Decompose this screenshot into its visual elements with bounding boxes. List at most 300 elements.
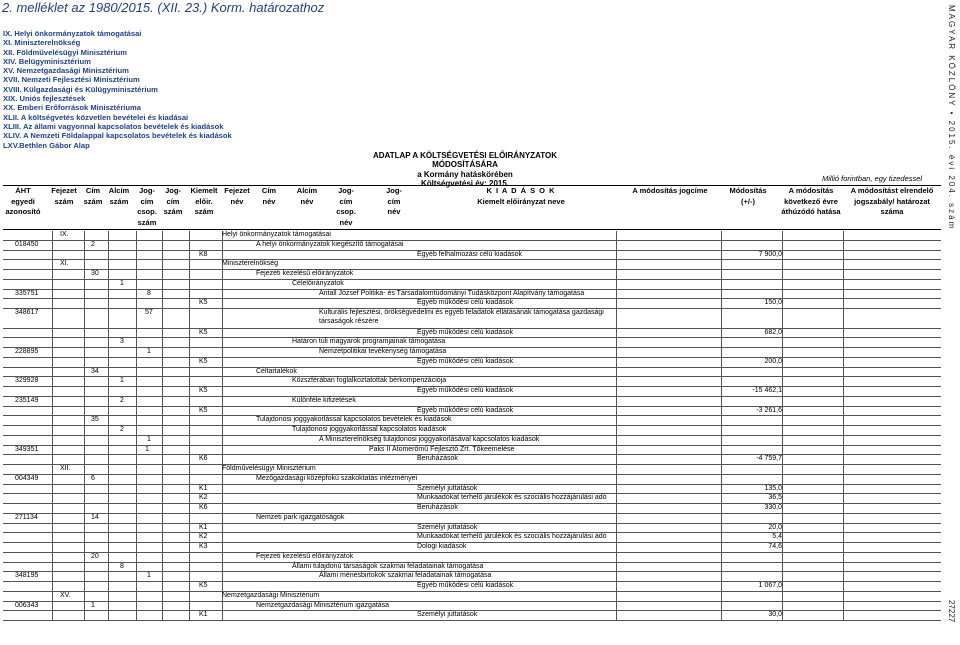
header-bottom-rule	[3, 229, 941, 230]
column-divider	[721, 572, 722, 582]
column-divider	[136, 260, 137, 270]
column-divider	[782, 280, 783, 290]
modositas-amount: 7 900,0	[758, 250, 782, 258]
table-row	[3, 290, 941, 300]
aht-id: 335751	[15, 289, 39, 297]
table-row	[3, 309, 941, 329]
table-row	[3, 397, 941, 407]
column-divider	[136, 338, 137, 348]
item-name: Miniszterelnökség	[222, 260, 279, 268]
kiemelt-eloiranyzat-name: Munkaadókat terhelő járulékok és szociális hozzájárulási adó	[417, 533, 607, 541]
column-divider	[782, 270, 783, 280]
table-row	[3, 504, 941, 514]
table-row	[3, 299, 941, 309]
column-divider	[782, 251, 783, 261]
item-name: Kulturális fejlesztési, örökségvédelmi és egyéb feladatok ellátásának támogatása gazdasági társaságok részére	[319, 309, 604, 325]
kiemelt-eloiranyzat-name: Egyéb működési célú kiadások	[417, 299, 514, 307]
column-divider	[843, 338, 844, 348]
column-divider	[136, 572, 137, 582]
column-divider	[136, 592, 137, 602]
column-divider	[108, 309, 109, 329]
item-name: Különféle kifizetések	[292, 396, 356, 404]
item-name: Antall József Politika- és Társadalomtudományi Tudásközpont Alapítvány támogatása	[319, 289, 585, 297]
column-divider	[52, 446, 53, 456]
column-divider	[189, 572, 190, 582]
column-divider	[108, 377, 109, 387]
table-row	[3, 465, 941, 475]
column-divider	[108, 231, 109, 241]
column-divider	[616, 309, 617, 329]
item-name: Nemzetgazdasági Minisztérium	[222, 591, 320, 599]
modositas-amount: -15 462,1	[752, 387, 782, 394]
modositas-amount: 1 067,0	[758, 582, 782, 589]
cim-number: 35	[91, 416, 99, 424]
column-divider	[843, 533, 844, 543]
column-divider	[189, 563, 190, 573]
col-jogcim-csop-nev: Jog-cím csop. név	[336, 186, 356, 227]
column-divider	[721, 602, 722, 612]
column-divider	[108, 241, 109, 251]
table-row	[3, 260, 941, 270]
column-divider	[189, 592, 190, 602]
aht-id: 235149	[15, 396, 39, 404]
column-divider	[843, 290, 844, 300]
item-name: Állami ménesbirtokok szakmai feladatainak támogatása	[319, 572, 492, 580]
column-divider	[721, 592, 722, 602]
cim-number: 14	[91, 513, 99, 521]
column-divider	[52, 309, 53, 329]
column-divider	[721, 280, 722, 290]
column-divider	[108, 416, 109, 426]
column-divider	[189, 270, 190, 280]
col-kiemelt-eloir-szam: Kiemelt előir. szám	[190, 186, 218, 216]
column-divider	[616, 270, 617, 280]
ministry-item: XV. Nemzetgazdasági Minisztérium	[3, 66, 129, 76]
col-kovetkezo-evre: A módosítás következő évre áthúzódó hatása	[781, 186, 841, 216]
alcim-number: 1	[120, 377, 124, 385]
column-divider	[843, 436, 844, 446]
column-divider	[222, 436, 223, 446]
column-divider	[782, 290, 783, 300]
column-divider	[843, 465, 844, 475]
column-divider	[782, 260, 783, 270]
column-divider	[108, 553, 109, 563]
col-cim-szam: Cím szám	[83, 186, 103, 206]
table-row	[3, 524, 941, 534]
column-divider	[189, 553, 190, 563]
column-divider	[52, 241, 53, 251]
item-name: A helyi önkormányzatok kiegészítő támogatásai	[256, 240, 404, 248]
column-divider	[84, 270, 85, 280]
column-divider	[222, 377, 223, 387]
column-divider	[136, 368, 137, 378]
column-divider	[52, 563, 53, 573]
modositas-amount: 36,5	[768, 494, 782, 502]
column-divider	[782, 504, 783, 514]
column-divider	[108, 572, 109, 582]
column-divider	[843, 494, 844, 504]
table-row	[3, 592, 941, 602]
column-divider	[616, 290, 617, 300]
item-name: Tulajdonosi joggyakorlással kapcsolatos bevételek és kiadások	[256, 416, 452, 424]
item-name: Célelőirányzatok	[292, 279, 344, 287]
column-divider	[84, 309, 85, 329]
column-divider	[84, 563, 85, 573]
column-divider	[189, 416, 190, 426]
table-row	[3, 377, 941, 387]
column-divider	[616, 377, 617, 387]
column-divider	[52, 397, 53, 407]
column-divider	[721, 563, 722, 573]
column-divider	[782, 475, 783, 485]
column-divider	[52, 290, 53, 300]
column-divider	[843, 280, 844, 290]
column-divider	[162, 475, 163, 485]
column-divider	[84, 290, 85, 300]
column-divider	[782, 329, 783, 339]
modositas-amount: -3 261,6	[756, 406, 782, 414]
column-divider	[162, 426, 163, 436]
column-divider	[52, 572, 53, 582]
ministry-item: XLIII. Az állami vagyonnal kapcsolatos bevételek és kiadások	[3, 121, 224, 131]
item-name: Közszférában foglalkoztatottak bérkompenzációja	[292, 377, 447, 385]
table-row	[3, 329, 941, 339]
column-divider	[108, 426, 109, 436]
column-divider	[189, 446, 190, 456]
column-divider	[843, 504, 844, 514]
column-divider	[843, 309, 844, 329]
column-divider	[52, 426, 53, 436]
column-divider	[782, 494, 783, 504]
column-divider	[616, 446, 617, 456]
kiemelt-eloiranyzat-name: Egyéb működési célú kiadások	[417, 357, 514, 365]
ministry-item: XVIII. Külgazdasági és Külügyminisztérium	[3, 84, 158, 94]
cim-number: 34	[91, 367, 99, 375]
column-divider	[616, 368, 617, 378]
column-divider	[843, 387, 844, 397]
column-divider	[721, 416, 722, 426]
form-title-line-3: Költségvetési év: 2015.	[420, 178, 510, 188]
column-divider	[616, 280, 617, 290]
column-divider	[721, 348, 722, 358]
table-row	[3, 338, 941, 348]
column-divider	[843, 592, 844, 602]
item-name: Fejezeti kezelésű előirányzatok	[256, 552, 354, 560]
fejezet-number: XI.	[60, 260, 69, 268]
column-divider	[843, 299, 844, 309]
column-divider	[136, 426, 137, 436]
column-divider	[108, 270, 109, 280]
item-name: Nemzetpolitikai tevékenység támogatása	[319, 348, 447, 355]
column-divider	[782, 514, 783, 524]
ministry-item: IX. Helyi önkormányzatok támogatásai	[3, 29, 142, 38]
table-row	[3, 543, 941, 553]
column-divider	[782, 368, 783, 378]
column-divider	[108, 280, 109, 290]
item-name: Mezőgazdasági középfokú szakoktatás intézményei	[256, 474, 418, 482]
column-divider	[782, 358, 783, 368]
column-divider	[108, 348, 109, 358]
modositas-amount: 150,0	[764, 299, 782, 307]
column-divider	[189, 231, 190, 241]
column-divider	[843, 602, 844, 612]
column-divider	[616, 416, 617, 426]
modositas-amount: 330,0	[764, 504, 782, 511]
column-divider	[136, 270, 137, 280]
column-divider	[721, 260, 722, 270]
column-divider	[222, 348, 223, 358]
column-divider	[616, 241, 617, 251]
column-divider	[782, 553, 783, 563]
kiemelt-code: K5	[199, 387, 208, 394]
column-divider	[843, 475, 844, 485]
budget-table	[3, 231, 941, 621]
column-divider	[782, 602, 783, 612]
col-jogcim-csop-szam: Jog-cím csop. szám	[137, 186, 157, 227]
table-row	[3, 582, 941, 592]
column-divider	[721, 290, 722, 300]
column-divider	[616, 592, 617, 602]
column-divider	[136, 475, 137, 485]
item-name: Földművelésügyi Minisztérium	[222, 465, 316, 472]
column-divider	[222, 368, 223, 378]
column-divider	[136, 280, 137, 290]
column-divider	[52, 368, 53, 378]
col-modositas-jogcime: A módosítás jogcíme	[632, 186, 708, 195]
column-divider	[616, 260, 617, 270]
unit-note: Millió forintban, egy tizedessel	[822, 174, 923, 183]
cim-number: 1	[91, 601, 95, 609]
column-divider	[616, 563, 617, 573]
form-title	[345, 151, 585, 188]
table-row	[3, 475, 941, 485]
item-name: Tulajdonosi joggyakorlással kapcsolatos kiadások	[292, 426, 447, 433]
column-divider	[162, 602, 163, 612]
column-divider	[189, 290, 190, 300]
column-divider	[843, 611, 844, 621]
column-divider	[189, 260, 190, 270]
ministry-item: LXV.Bethlen Gábor Alap	[3, 140, 90, 150]
column-divider	[616, 338, 617, 348]
column-divider	[782, 231, 783, 241]
item-name: Helyi önkormányzatok támogatásai	[222, 231, 331, 238]
form-title-line-2: a Kormány hatáskörében	[417, 169, 513, 179]
ministry-list	[3, 29, 232, 150]
column-divider	[843, 270, 844, 280]
column-divider	[136, 563, 137, 573]
column-divider	[782, 397, 783, 407]
cim-number: 20	[91, 552, 99, 560]
column-divider	[222, 553, 223, 563]
col-fejezet-nev: Fejezet név	[224, 186, 250, 206]
table-row	[3, 563, 941, 573]
table-row	[3, 426, 941, 436]
column-divider	[222, 426, 223, 436]
column-divider	[843, 348, 844, 358]
column-divider	[616, 514, 617, 524]
column-divider	[222, 416, 223, 426]
column-divider	[189, 436, 190, 446]
item-name: Nemzetgazdasági Minisztérium igazgatása	[256, 601, 390, 609]
kiemelt-eloiranyzat-name: Beruházások	[417, 455, 458, 463]
column-divider	[843, 514, 844, 524]
column-divider	[222, 290, 223, 300]
kiemelt-code: K5	[199, 582, 208, 589]
column-divider	[721, 475, 722, 485]
column-divider	[108, 446, 109, 456]
column-divider	[52, 436, 53, 446]
column-divider	[162, 280, 163, 290]
column-divider	[84, 572, 85, 582]
column-divider	[721, 377, 722, 387]
column-divider	[136, 290, 137, 300]
column-divider	[162, 348, 163, 358]
kiemelt-eloiranyzat-name: Személyi juttatások	[417, 484, 478, 492]
column-divider	[108, 436, 109, 446]
column-divider	[616, 397, 617, 407]
column-divider	[782, 582, 783, 592]
column-divider	[162, 368, 163, 378]
column-divider	[52, 416, 53, 426]
column-divider	[222, 563, 223, 573]
ministry-item: XX. Emberi Erőforrások Minisztériuma	[3, 103, 141, 113]
column-divider	[84, 241, 85, 251]
ministry-item: XIV. Belügyminisztérium	[3, 56, 91, 66]
table-row	[3, 231, 941, 241]
column-divider	[52, 602, 53, 612]
column-divider	[162, 436, 163, 446]
column-divider	[843, 543, 844, 553]
column-divider	[52, 270, 53, 280]
column-divider	[843, 260, 844, 270]
column-divider	[108, 260, 109, 270]
column-divider	[782, 611, 783, 621]
column-divider	[616, 602, 617, 612]
column-divider	[616, 475, 617, 485]
column-divider	[782, 407, 783, 417]
column-divider	[84, 436, 85, 446]
column-divider	[108, 514, 109, 524]
column-divider	[162, 465, 163, 475]
column-divider	[52, 377, 53, 387]
column-divider	[84, 426, 85, 436]
column-divider	[222, 241, 223, 251]
aht-id: 271134	[15, 513, 38, 521]
column-divider	[84, 397, 85, 407]
fejezet-number: XV.	[60, 591, 71, 599]
column-divider	[721, 231, 722, 241]
kiemelt-code: K5	[199, 406, 208, 414]
table-row	[3, 270, 941, 280]
modositas-amount: 20,0	[768, 523, 782, 531]
column-divider	[136, 436, 137, 446]
column-divider	[189, 241, 190, 251]
column-divider	[721, 465, 722, 475]
column-divider	[108, 592, 109, 602]
column-divider	[189, 602, 190, 612]
alcim-number: 8	[120, 562, 124, 570]
column-divider	[222, 475, 223, 485]
column-divider	[782, 426, 783, 436]
column-divider	[782, 563, 783, 573]
column-divider	[162, 514, 163, 524]
table-row	[3, 533, 941, 543]
column-divider	[222, 602, 223, 612]
ministry-item: XII. Földművelésügyi Minisztérium	[3, 47, 128, 57]
column-divider	[782, 377, 783, 387]
column-divider	[108, 563, 109, 573]
table-row	[3, 251, 941, 261]
column-divider	[189, 280, 190, 290]
modositas-amount: -4 759,7	[756, 455, 782, 463]
column-divider	[162, 231, 163, 241]
aht-id: 349351	[15, 445, 39, 453]
col-kiadasok	[436, 186, 606, 207]
column-divider	[843, 397, 844, 407]
column-divider	[84, 280, 85, 290]
column-divider	[721, 514, 722, 524]
column-divider	[162, 446, 163, 456]
column-divider	[136, 231, 137, 241]
column-divider	[721, 368, 722, 378]
table-row	[3, 553, 941, 563]
alcim-number: 1	[120, 279, 124, 287]
ministry-item: XI. Miniszterelnökség	[3, 38, 81, 48]
column-divider	[782, 465, 783, 475]
column-divider	[52, 338, 53, 348]
kiemelt-code: K5	[199, 299, 208, 307]
column-divider	[108, 465, 109, 475]
ministry-item: XVII. Nemzeti Fejlesztési Minisztérium	[3, 75, 140, 85]
kiemelt-code: K3	[199, 543, 208, 550]
column-divider	[52, 465, 53, 475]
item-name: A Miniszterelnökség tulajdonosi joggyakorlásával kapcsolatos kiadások	[319, 435, 540, 443]
alcim-number: 2	[120, 426, 124, 433]
kiemelt-code: K1	[199, 484, 208, 492]
column-divider	[84, 260, 85, 270]
column-divider	[782, 416, 783, 426]
column-divider	[782, 348, 783, 358]
col-fejezet-szam: Fejezet szám	[51, 186, 77, 206]
column-divider	[721, 436, 722, 446]
jogcim-csop-number: 1	[147, 572, 151, 580]
col-kiemelt-eloiranyzat-neve: Kiemelt előirányzat neve	[477, 196, 565, 206]
kiemelt-code: K8	[199, 250, 208, 258]
table-row	[3, 358, 941, 368]
jogcim-number: 1	[145, 445, 149, 453]
aht-id: 228895	[15, 348, 39, 355]
column-divider	[782, 455, 783, 465]
column-divider	[843, 377, 844, 387]
column-divider	[108, 602, 109, 612]
column-divider	[108, 397, 109, 407]
col-cim-nev: Cím név	[261, 186, 277, 206]
column-divider	[162, 563, 163, 573]
column-divider	[222, 309, 223, 329]
column-divider	[162, 241, 163, 251]
column-divider	[136, 553, 137, 563]
column-divider	[721, 309, 722, 329]
column-divider	[222, 446, 223, 456]
column-divider	[162, 270, 163, 280]
column-divider	[782, 485, 783, 495]
column-divider	[52, 348, 53, 358]
column-divider	[616, 348, 617, 358]
table-row	[3, 485, 941, 495]
table-row	[3, 611, 941, 621]
jogcim-csop-number: 8	[147, 289, 151, 297]
col-alcim-nev: Alcím név	[296, 186, 318, 206]
